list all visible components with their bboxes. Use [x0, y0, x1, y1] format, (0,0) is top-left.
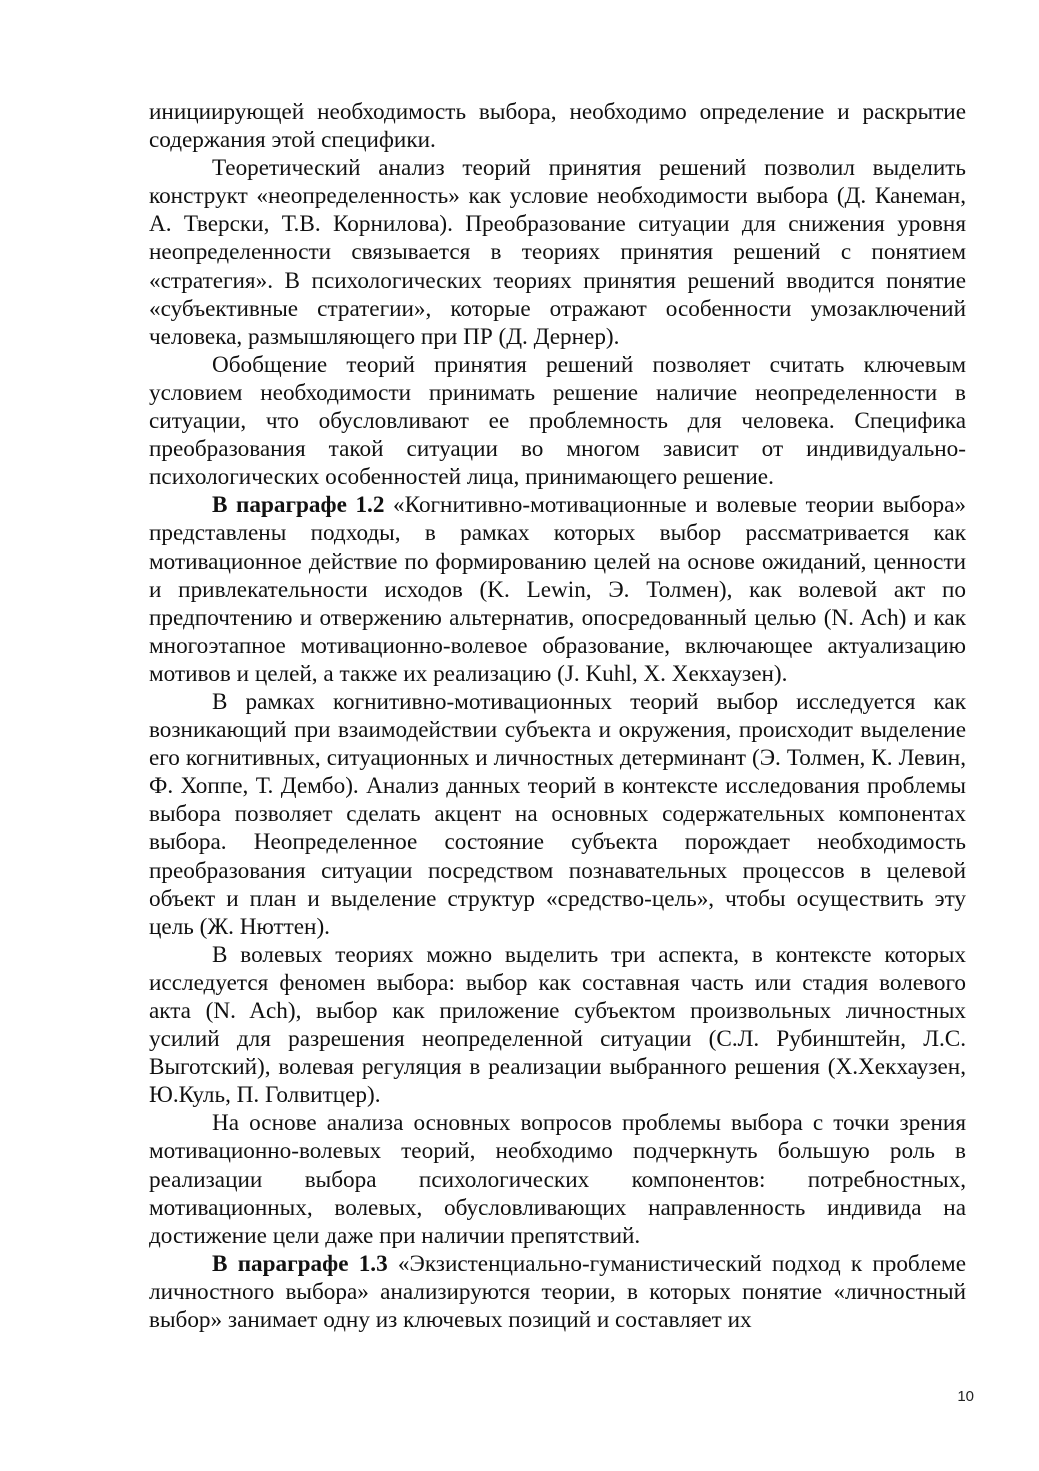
- paragraph-1-text: инициирующей необходимость выбора, необходимо определение и раскрытие содержания этой специфики.: [149, 99, 966, 154]
- paragraph-2: [149, 154, 966, 351]
- paragraph-7: [149, 1109, 966, 1249]
- section-1-2-heading: В параграфе 1.2: [212, 492, 385, 519]
- paragraph-6: [149, 941, 966, 1110]
- paragraph-2-text: Теоретический анализ теорий принятия решений позволил выделить конструкт «неопределенность» как условие необходимости выбора (Д. Канеман, А. Тверски, Т.В. Корнилова). Преобразование ситуации для снижения уровня неопределенности связывается в теориях принятия решений с понятием «стратегия». В психологических теориях принятия решений вводится понятие «субъективные стратегии», которые отражают особенности умозаключений человека, размышляющего при ПР (Д. Дернер).: [149, 155, 966, 350]
- page-number: 10: [957, 1388, 974, 1405]
- paragraph-8-text: «Экзистенциально-гуманистический подход к проблеме личностного выбора» анализируются теории, в которых понятие «личностный выбор» занимает одну из ключевых позиций и составляет их: [149, 1250, 966, 1334]
- paragraph-3: [149, 351, 966, 491]
- paragraph-3-text: Обобщение теорий принятия решений позволяет считать ключевым условием необходимости принимать решение наличие неопределенности в ситуации, что обусловливают ее проблемность для человека. Специфика преобразования такой ситуации во многом зависит от индивидуально-психологических особенностей лица, принимающего решение.: [149, 351, 966, 491]
- section-1-3-heading: В параграфе 1.3: [212, 1250, 388, 1277]
- paragraph-1: [149, 98, 966, 154]
- paragraph-4-text: «Когнитивно-мотивационные и волевые теории выбора» представлены подходы, в рамках которых выбор рассматривается как мотивационное действие по формированию целей на основе ожиданий, ценности и привлекательности исходов (K. Lewin, Э. Толмен), как волевой акт по предпочтению и отвержению альтернатив, опосредованный целью (N. Ach) и как многоэтапное мотивационно-волевое образование, включающее актуализацию мотивов и целей, а также их реализацию (J. Kuhl, Х. Хекхаузен).: [149, 492, 967, 687]
- paragraph-5-text: В рамках когнитивно-мотивационных теорий выбор исследуется как возникающий при взаимодействии субъекта и окружения, происходит выделение его когнитивных, ситуационных и личностных детерминант (Э. Толмен, К. Левин, Ф. Хоппе, Т. Дембо). Анализ данных теорий в контексте исследования проблемы выбора позволяет сделать акцент на основных содержательных компонентах выбора. Неопределенное состояние субъекта порождает необходимость преобразования ситуации посредством познавательных процессов в целевой объект и план и выделение структур «средство-цель», чтобы осуществить эту цель (Ж. Нюттен).: [149, 688, 966, 940]
- document-body: [149, 98, 966, 1334]
- paragraph-8: [149, 1250, 966, 1334]
- paragraph-5: [149, 688, 966, 941]
- paragraph-4: [149, 491, 966, 688]
- paragraph-7-text: На основе анализа основных вопросов проблемы выбора с точки зрения мотивационно-волевых теорий, необходимо подчеркнуть большую роль в реализации выбора психологических компонентов: потребностных, мотивационных, волевых, обусловливающих направленность индивида на достижение цели даже при наличии препятствий.: [149, 1110, 966, 1249]
- paragraph-6-text: В волевых теориях можно выделить три аспекта, в контексте которых исследуется феномен выбора: выбор как составная часть или стадия волевого акта (N. Ach), выбор как приложение субъектом произвольных личностных усилий для разрешения неопределенной ситуации (С.Л. Рубинштейн, Л.С. Выготский), волевая регуляция в реализации выбранного решения (Х.Хекхаузен, Ю.Куль, П. Голвитцер).: [149, 941, 966, 1109]
